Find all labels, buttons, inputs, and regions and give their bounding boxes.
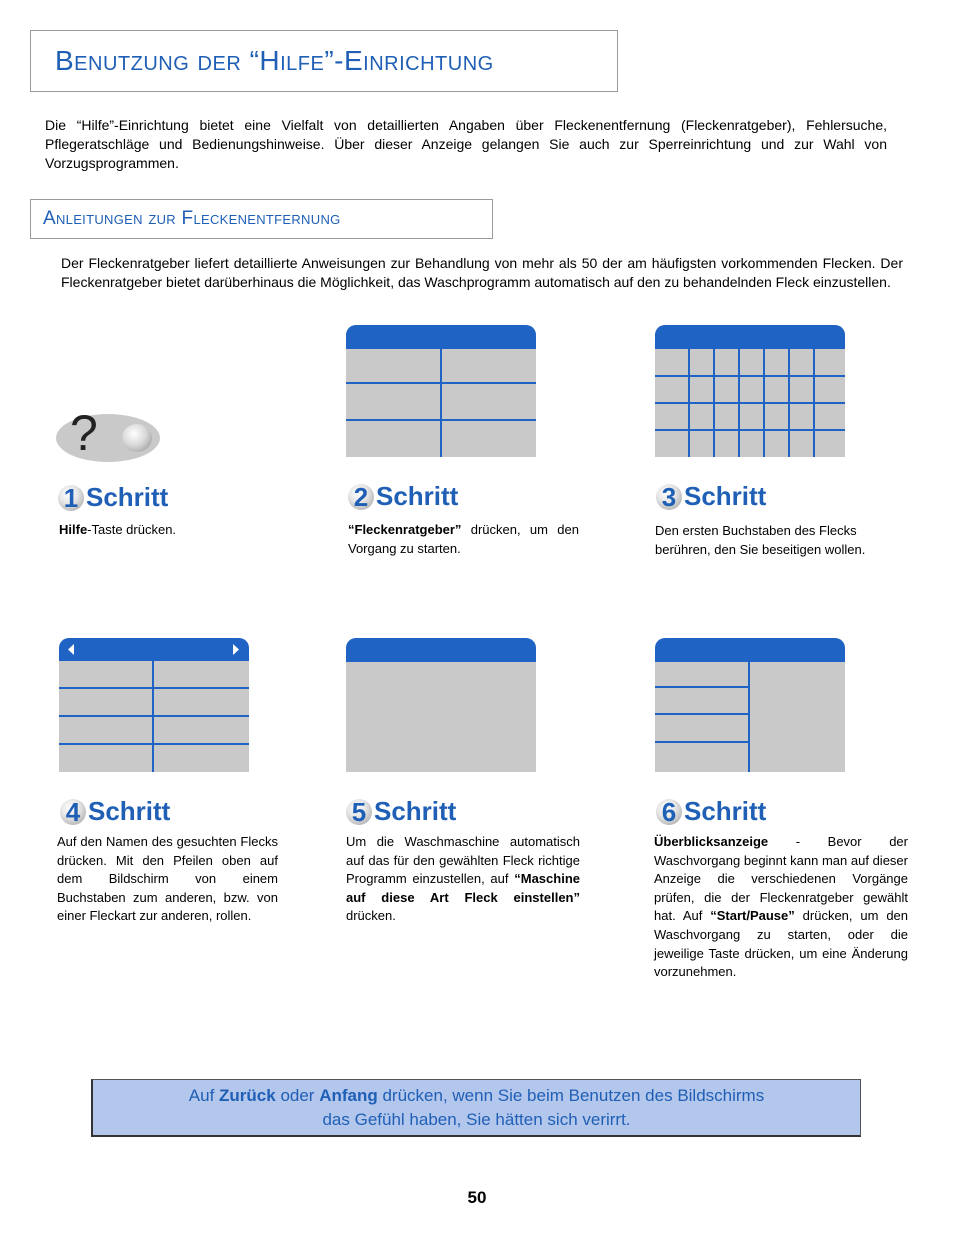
step-number-icon: 5 bbox=[346, 799, 372, 825]
step-1-header bbox=[58, 482, 168, 513]
tip-line-1 bbox=[93, 1084, 860, 1108]
step-label: Schritt bbox=[684, 796, 767, 826]
screen-step-4 bbox=[59, 638, 249, 772]
tip-back-label: Zurück bbox=[219, 1086, 276, 1105]
arrow-left-icon[interactable] bbox=[68, 644, 74, 655]
step-number-icon: 3 bbox=[656, 484, 682, 510]
step-label: Schritt bbox=[88, 796, 171, 826]
step-5-bold: “Maschine auf diese Art Fleck einstellen” bbox=[346, 871, 580, 905]
screen-header-bar bbox=[655, 638, 845, 662]
step-2-bold: “Fleckenratgeber” bbox=[348, 522, 462, 537]
title-box bbox=[30, 30, 618, 92]
step-label: Schritt bbox=[376, 481, 459, 511]
screen-step-6 bbox=[655, 638, 845, 772]
step-6-bold-a: Überblicksanzeige bbox=[654, 834, 769, 849]
page-number: 50 bbox=[467, 1188, 487, 1207]
step-1-body: -Taste drücken. bbox=[87, 522, 177, 537]
screen-step-2 bbox=[346, 325, 536, 457]
step-6-bold-b: “Start/Pause” bbox=[710, 908, 795, 924]
step-6-text bbox=[654, 833, 908, 982]
step-number-icon: 1 bbox=[58, 485, 84, 511]
step-1-bold: Hilfe bbox=[59, 522, 88, 537]
arrow-right-icon[interactable] bbox=[233, 644, 239, 655]
screen-step-5 bbox=[346, 638, 536, 772]
step-3-header bbox=[656, 481, 766, 512]
tip-home-label: Anfang bbox=[319, 1086, 378, 1105]
question-mark-icon: ? bbox=[70, 405, 98, 461]
screen-step-3 bbox=[655, 325, 845, 457]
step-3-body: Den ersten Buchstaben des Flecks berühren, den Sie beseitigen wollen. bbox=[655, 523, 866, 557]
step-6-header bbox=[656, 796, 766, 827]
tip-text: drücken, wenn Sie beim Benutzen des Bildschirms bbox=[377, 1086, 765, 1105]
step-4-text bbox=[57, 833, 278, 926]
step-2-header bbox=[348, 481, 458, 512]
page-title: Benutzung der “Hilfe”-Einrichtung bbox=[55, 45, 494, 76]
step-label: Schritt bbox=[374, 796, 457, 826]
step-number-icon: 4 bbox=[60, 799, 86, 825]
step-label: Schritt bbox=[86, 482, 169, 512]
step-3-text bbox=[655, 522, 895, 559]
intro-text: Die “Hilfe”-Einrichtung bietet eine Vielfalt von detaillierten Angaben über Fleckenentfernung (Fleckenratgeber), Fehlersuche, Pflegeratschläge und Bedienungshinweise. Über dieser Anzeige gelangen Sie auch zur Sperreinrichtung und zur Wahl von Vorzugsprogrammen. bbox=[45, 117, 887, 171]
screen-header-bar bbox=[346, 638, 536, 662]
section-description: Der Fleckenratgeber liefert detaillierte Anweisungen zur Behandlung von mehr als 50 der am häufigsten vorkommenden Flecken. Der Fleckenratgeber bietet darüberhinaus die Möglichkeit, das Waschprogramm automatisch auf den zu behandelnden Fleck einzustellen. bbox=[61, 255, 903, 290]
step-5-body-a: Um die Waschmaschine automatisch auf das für den gewählten Fleck richtige Programm einzustellen, auf bbox=[346, 834, 580, 887]
step-number-icon: 2 bbox=[348, 484, 374, 510]
step-4-body: Auf den Namen des gesuchten Flecks drücken. Mit den Pfeilen oben auf dem Bildschirm von einem Buchstaben zum anderen, bzw. von einer Fleckart zur anderen, rollen. bbox=[57, 834, 278, 924]
tip-line-2: das Gefühl haben, Sie hätten sich verirrt. bbox=[322, 1110, 631, 1129]
step-5-header bbox=[346, 796, 456, 827]
tip-text: Auf bbox=[188, 1086, 220, 1105]
step-6-body-b: drücken, um den Waschvorgang zu starten, oder die jeweilige Taste drücken, um eine Änderung vorzunehmen. bbox=[654, 908, 909, 980]
scroll-arrows bbox=[59, 638, 249, 661]
tip-note bbox=[91, 1079, 861, 1137]
section-title-box bbox=[30, 199, 493, 239]
step-4-header bbox=[60, 796, 170, 827]
step-2-text bbox=[348, 521, 579, 558]
letter-grid bbox=[655, 325, 845, 457]
step-label: Schritt bbox=[684, 481, 767, 511]
tip-text: oder bbox=[275, 1086, 320, 1105]
step-number-icon: 6 bbox=[656, 799, 682, 825]
step-1-text bbox=[59, 521, 289, 540]
step-5-body-b: drücken. bbox=[346, 908, 396, 924]
step-5-text bbox=[346, 833, 580, 926]
step-2-body: drücken, um den Vorgang zu starten. bbox=[348, 522, 579, 556]
knob-icon bbox=[122, 424, 152, 452]
screen-header-bar bbox=[346, 325, 536, 349]
step-6-body-a: - Bevor der Waschvorgang beginnt kann man auf dieser Anzeige die verschiedenen Vorgänge prüfen, die der Fleckenratgeber gewählt hat. Auf bbox=[654, 834, 908, 924]
section-title: Anleitungen zur Fleckenentfernung bbox=[43, 208, 341, 229]
